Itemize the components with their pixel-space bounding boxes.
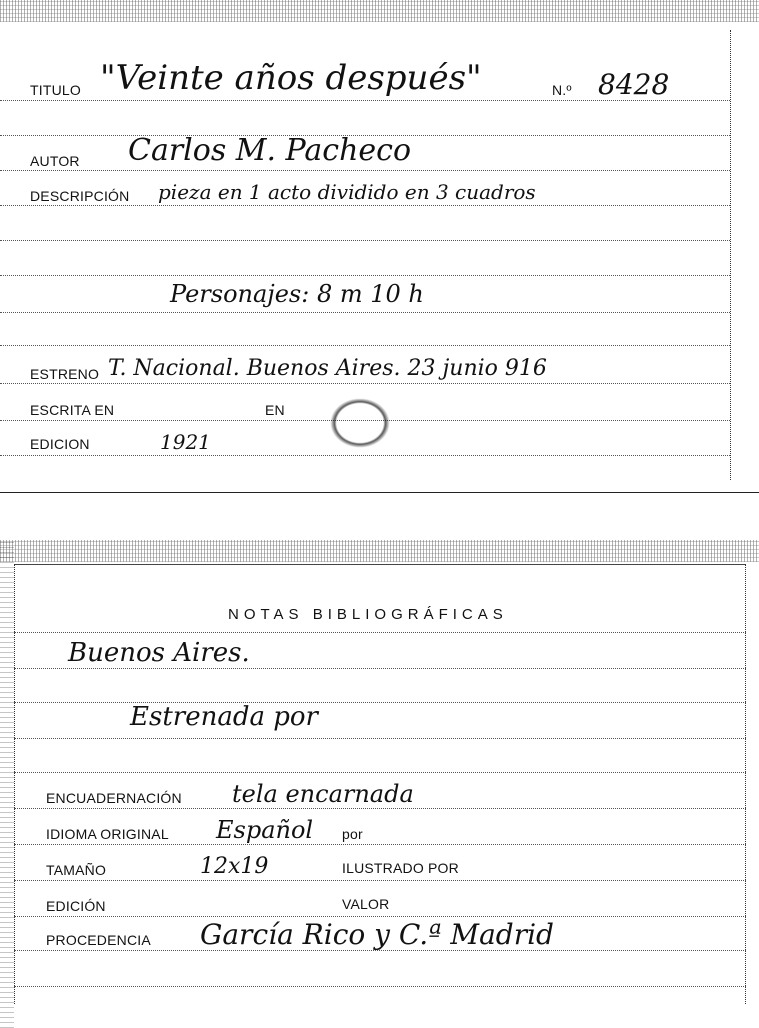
en-label: EN: [265, 402, 285, 418]
rule-line: [14, 916, 746, 917]
rule-line: [0, 240, 730, 241]
autor-value: Carlos M. Pacheco: [128, 133, 412, 168]
tamano-label: TAMAÑO: [46, 862, 107, 878]
rule-line: [14, 880, 746, 881]
card-frame-top: [14, 564, 746, 566]
card-frame-left: [14, 564, 16, 1004]
numero-value: 8428: [598, 68, 670, 101]
ink-smudge: [330, 398, 390, 448]
notas-heading: NOTAS BIBLIOGRÁFICAS: [228, 606, 508, 623]
card-separator: [0, 492, 759, 493]
catalog-card-top: [0, 0, 759, 492]
rule-line: [14, 808, 746, 809]
titulo-label: TITULO: [30, 82, 81, 98]
encuadernacion-value: tela encarnada: [232, 780, 414, 808]
estreno-label: ESTRENO: [30, 366, 100, 382]
rule-line: [0, 383, 730, 384]
tamano-value: 12x19: [200, 854, 269, 879]
rule-line: [0, 275, 730, 276]
descripcion-value: pieza en 1 acto dividido en 3 cuadros: [158, 180, 536, 204]
rule-line: [14, 668, 746, 669]
rule-line: [14, 632, 746, 633]
encuadernacion-label: ENCUADERNACIÓN: [46, 790, 182, 806]
rule-line: [14, 844, 746, 845]
edicion-label: EDICION: [30, 436, 90, 452]
edicion-label-bottom: EDICIÓN: [46, 898, 106, 914]
rule-line: [0, 312, 730, 313]
idioma-label: IDIOMA ORIGINAL: [46, 826, 169, 842]
edicion-value: 1921: [160, 430, 211, 454]
numero-label: N.º: [552, 82, 572, 98]
procedencia-value: García Rico y C.ª Madrid: [200, 918, 554, 951]
ilustrado-label: ILUSTRADO POR: [342, 860, 459, 876]
descripcion-label: DESCRIPCIÓN: [30, 188, 130, 204]
rule-line: [0, 455, 730, 456]
personajes-value: Personajes: 8 m 10 h: [170, 280, 424, 308]
rule-line: [0, 345, 730, 346]
procedencia-label: PROCEDENCIA: [46, 932, 151, 948]
note-line-2: Estrenada por: [130, 702, 318, 732]
rule-line: [0, 170, 730, 171]
estreno-value: T. Nacional. Buenos Aires. 23 junio 916: [108, 356, 547, 381]
scan-noise-top: [0, 540, 759, 562]
note-line-1: Buenos Aires.: [68, 638, 250, 668]
card-frame-right: [730, 30, 732, 480]
por-label: por: [342, 826, 363, 842]
valor-label: VALOR: [342, 896, 390, 912]
rule-line: [14, 772, 746, 773]
rule-line: [14, 702, 746, 703]
escrita-en-label: ESCRITA EN: [30, 402, 115, 418]
scan-noise-top: [0, 0, 759, 22]
rule-line: [14, 738, 746, 739]
autor-label: AUTOR: [30, 153, 80, 169]
rule-line: [14, 986, 746, 987]
card-frame-right: [745, 564, 747, 1004]
titulo-value: "Veinte años después": [100, 58, 482, 98]
catalog-card-bottom: [0, 540, 759, 1028]
scan-noise-left: [0, 540, 14, 1028]
idioma-value: Español: [216, 816, 314, 844]
rule-line: [0, 205, 730, 206]
